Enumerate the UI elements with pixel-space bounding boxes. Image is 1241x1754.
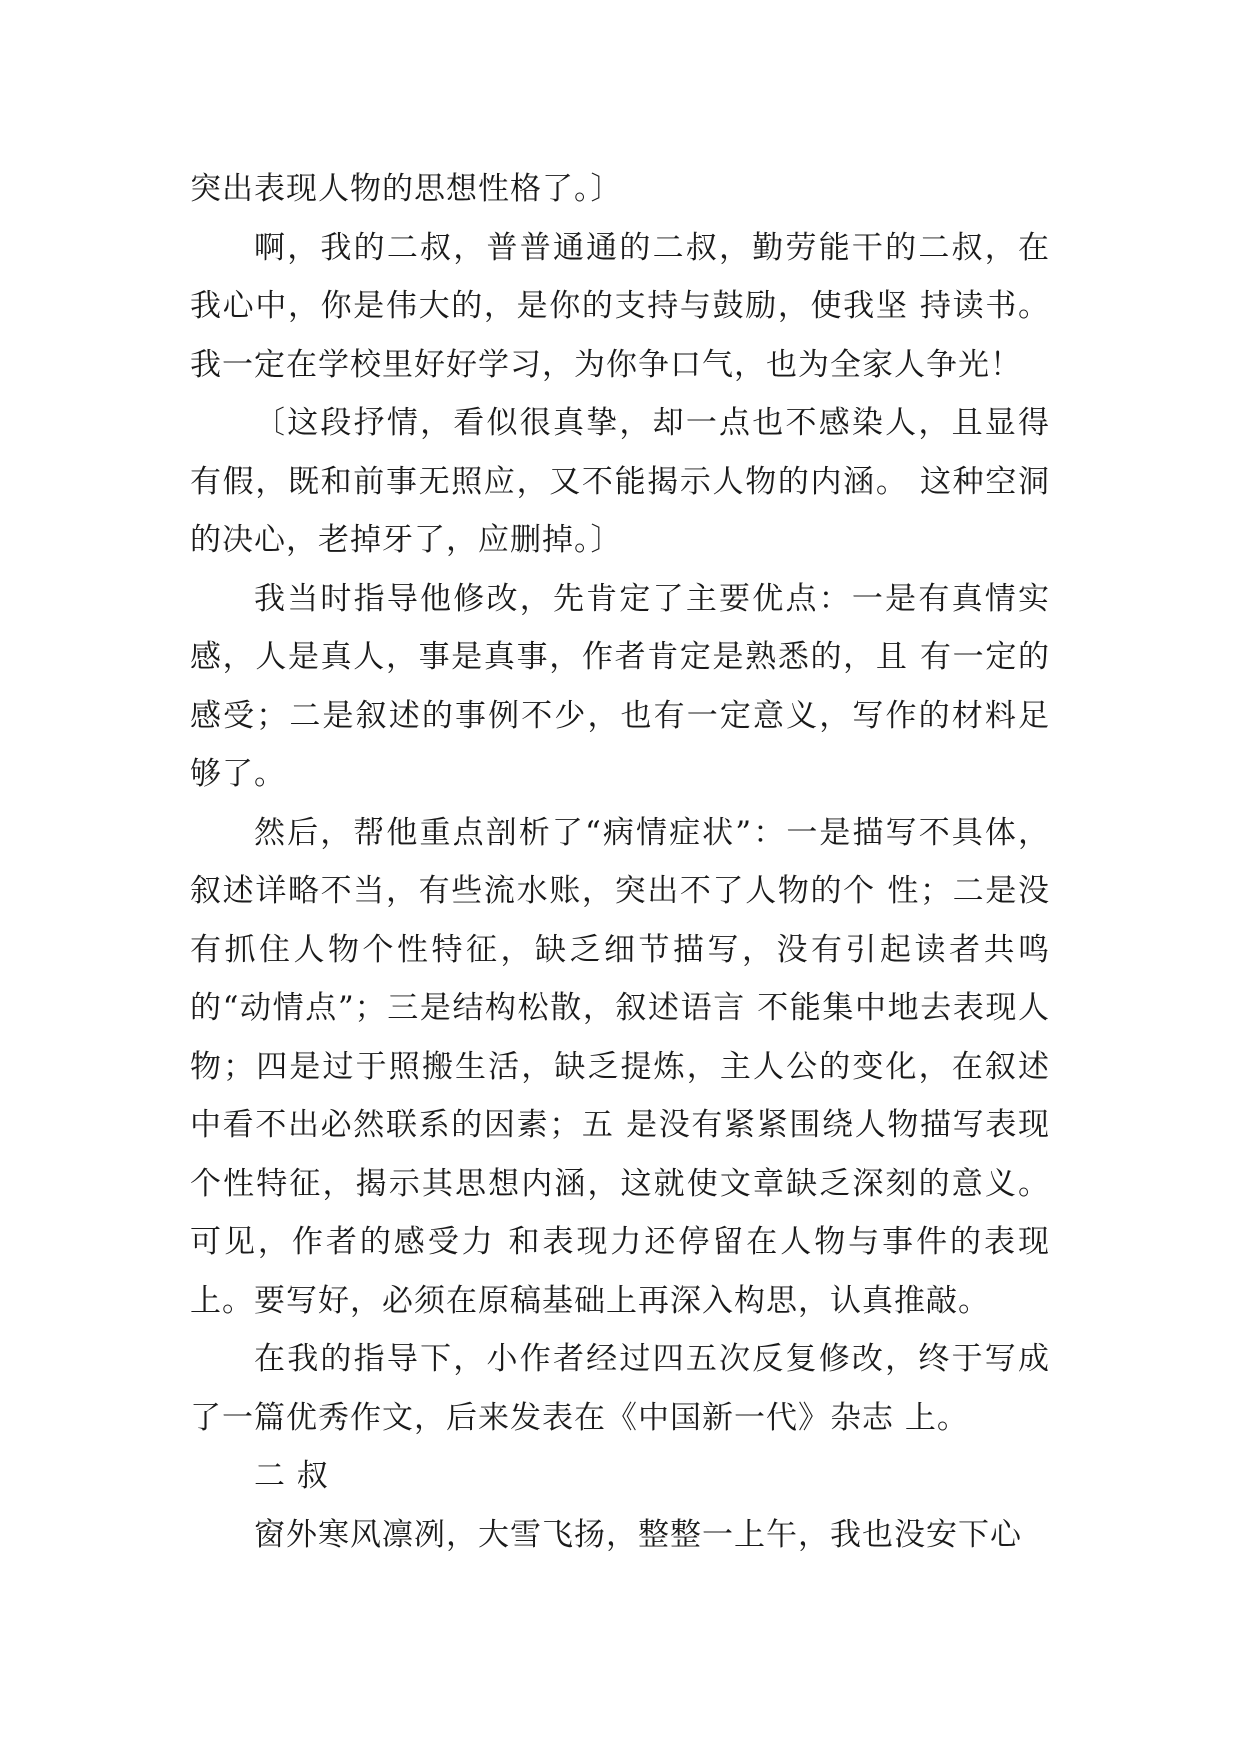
document-body [190,160,1050,1564]
paragraph-6: 在我的指导下，小作者经过四五次反复修改，终于写成了一篇优秀作文，后来发表在《中国新一代》杂志 上。 [190,1341,1050,1436]
section-title: 二 叔 [254,1458,329,1494]
paragraph-1: 突出表现人物的思想性格了。〕 [190,171,623,207]
paragraph-4: 我当时指导他修改，先肯定了主要优点：一是有真情实感，人是真人，事是真事，作者肯定是熟悉的，且 有一定的感受；二是叙述的事例不少，也有一定意义，写作的材料足够了。 [190,580,1050,792]
paragraph-3: 〔这段抒情，看似很真挚，却一点也不感染人，且显得有假，既和前事无照应，又不能揭示人物的内涵。 这种空洞的决心，老掉牙了，应删掉。〕 [190,405,1050,558]
paragraph-7: 窗外寒风凛冽，大雪飞扬，整整一上午，我也没安下心 [254,1516,1022,1553]
paragraph-2: 啊，我的二叔，普普通通的二叔，勤劳能干的二叔，在我心中，你是伟大的，是你的支持与鼓励，使我坚 持读书。我一定在学校里好好学习，为你争口气，也为全家人争光！ [190,229,1050,383]
paragraph-5: 然后，帮他重点剖析了“病情症状”：一是描写不具体，叙述详略不当，有些流水账，突出不了人物的个 性；二是没有抓住人物个性特征，缺乏细节描写，没有引起读者共鸣的“动情点”；三是结构松散，叙述语言 不能集中地去表现人物；四是过于照搬生活，缺乏提炼，主人公的变化，在叙述中看不出必然联系的因素；五 是没有紧紧围绕人物描写表现个性特征，揭示其思想内涵，这就使文章缺乏深刻的意义。可见，作者的感受力 和表现力还停留在人物与事件的表现上。要写好，必须在原稿基础上再深入构思，认真推敲。 [190,814,1050,1319]
